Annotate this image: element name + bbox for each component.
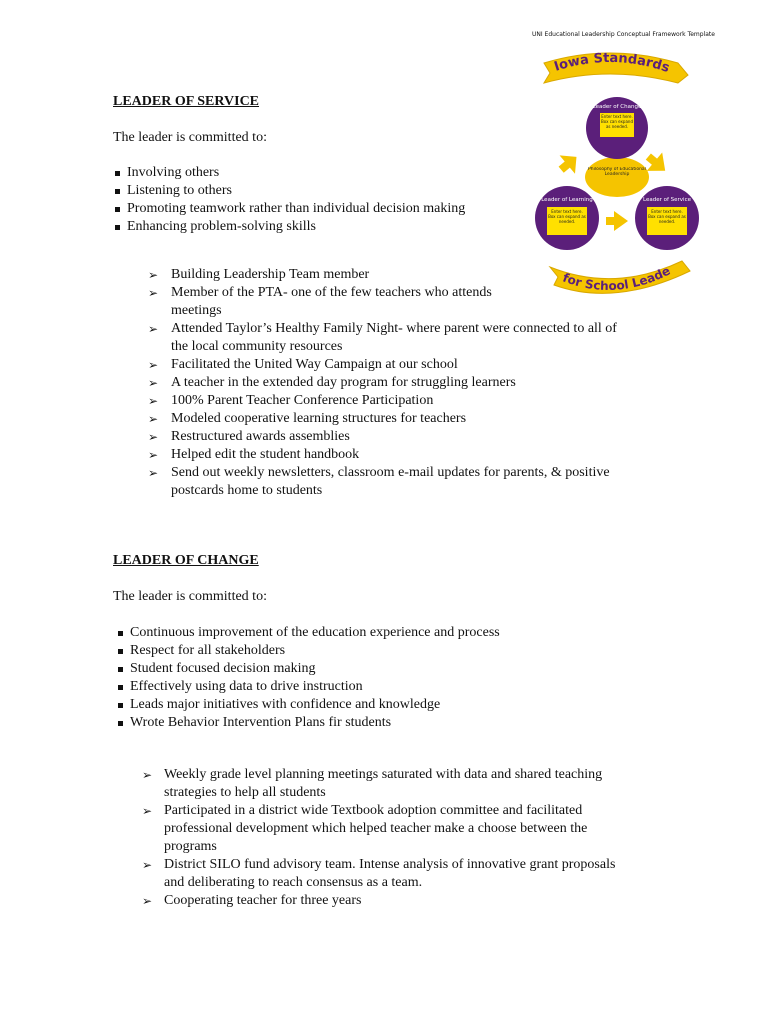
list-item-text: Leads major initiatives with confidence and knowledge — [130, 697, 441, 712]
list-item — [148, 266, 668, 284]
service-intro: The leader is committed to: — [113, 130, 267, 145]
list-item-text: Restructured awards assemblies — [171, 429, 350, 444]
list-item-text: Involving others — [127, 165, 220, 180]
arrow-bullet-icon: ➢ — [148, 322, 159, 336]
list-item-text: Wrote Behavior Intervention Plans fir students — [130, 715, 392, 730]
list-item-text: Continuous improvement of the education experience and process — [130, 625, 500, 640]
arrow-bullet-icon: ➢ — [148, 466, 159, 480]
list-item-text: Promoting teamwork rather than individual decision making — [127, 201, 466, 216]
list-item-text: Effectively using data to drive instruction — [130, 679, 363, 694]
list-item — [148, 356, 668, 374]
arrow-bullet-icon: ➢ — [148, 358, 159, 372]
service-commitments-list — [113, 164, 533, 236]
list-item-text: Respect for all stakeholders — [130, 643, 286, 658]
list-item — [148, 410, 668, 428]
arrow-bullet-icon: ➢ — [148, 448, 159, 462]
list-item — [116, 642, 556, 660]
arrow-bullet-icon: ➢ — [142, 768, 153, 782]
list-item — [142, 892, 662, 910]
list-item — [148, 428, 668, 446]
list-item-text: strategies to help all students — [164, 785, 326, 800]
list-item-text: Building Leadership Team member — [171, 267, 370, 282]
bullet-square — [118, 685, 123, 690]
circle-title-change: Leader of Change — [592, 104, 642, 110]
bullet-square — [118, 649, 123, 654]
list-item-text: District SILO fund advisory team. Intense analysis of innovative grant proposals — [164, 857, 616, 872]
arrow-bullet-icon: ➢ — [148, 286, 159, 300]
circle-title-learning: Leader of Learning — [541, 197, 593, 203]
list-item — [116, 660, 556, 678]
change-commitments-list — [116, 624, 556, 732]
list-item-text: postcards home to students — [171, 483, 323, 498]
list-item-text: Participated in a district wide Textbook adoption committee and facilitated — [164, 803, 583, 818]
arrow-bullet-icon: ➢ — [148, 430, 159, 444]
list-item-text: the local community resources — [171, 339, 343, 354]
bullet-square — [115, 225, 120, 230]
list-item — [148, 392, 668, 410]
bullet-square — [115, 207, 120, 212]
arrow-bullet-icon: ➢ — [148, 412, 159, 426]
change-evidence-list — [142, 766, 662, 910]
bullet-square — [118, 667, 123, 672]
list-item — [116, 678, 556, 696]
arrow-bullet-icon: ➢ — [142, 894, 153, 908]
list-item-text: Student focused decision making — [130, 661, 316, 676]
list-item — [148, 446, 668, 464]
list-item-text: programs — [164, 839, 217, 854]
list-item-text: Helped edit the student handbook — [171, 447, 360, 462]
list-item — [113, 164, 533, 182]
center-label: Philosophy of Educational Leadership — [588, 167, 646, 177]
arrow-bullet-icon: ➢ — [142, 858, 153, 872]
box-text-learning: Enter text here. Box can expand as needed. — [548, 209, 586, 224]
list-item-text: Weekly grade level planning meetings saturated with data and shared teaching — [164, 767, 603, 782]
list-item — [116, 624, 556, 642]
list-item — [113, 200, 533, 218]
list-item — [113, 182, 533, 200]
list-item-text: Modeled cooperative learning structures for teachers — [171, 411, 467, 426]
bullet-square — [118, 631, 123, 636]
list-item-text: Attended Taylor’s Healthy Family Night- where parent were connected to all of — [171, 321, 617, 336]
list-item — [148, 320, 668, 356]
service-heading: LEADER OF SERVICE — [113, 94, 260, 109]
list-item-text: and deliberating to reach consensus as a team. — [164, 875, 423, 890]
bullet-square — [118, 721, 123, 726]
arrow-bullet-icon: ➢ — [142, 804, 153, 818]
list-item-text: Listening to others — [127, 183, 232, 198]
banner-bottom-text: for School Leade — [560, 263, 673, 294]
banner-top — [544, 51, 688, 83]
list-item — [142, 766, 662, 802]
circle-leader-of-learning — [535, 186, 599, 250]
box-text-change: Enter text here. Box can expand as needed. — [601, 114, 633, 129]
arrow-bullet-icon: ➢ — [148, 376, 159, 390]
list-item-text: Facilitated the United Way Campaign at our school — [171, 357, 458, 372]
circle-leader-of-change — [586, 97, 648, 159]
list-item-text: Send out weekly newsletters, classroom e-mail updates for parents, & positive — [171, 465, 610, 480]
bullet-square — [118, 703, 123, 708]
list-item-text: A teacher in the extended day program for struggling learners — [171, 375, 516, 390]
service-evidence-list — [148, 266, 668, 500]
arrow-bullet-icon: ➢ — [148, 394, 159, 408]
list-item-text: Member of the PTA- one of the few teachers who attends — [171, 285, 492, 300]
list-item-text: Cooperating teacher for three years — [164, 893, 362, 908]
list-item — [148, 374, 668, 392]
list-item — [148, 464, 668, 500]
list-item-text: professional development which helped teacher make a choose between the — [164, 821, 588, 836]
change-heading: LEADER OF CHANGE — [113, 553, 259, 568]
banner-top-text: Iowa Standards — [552, 50, 672, 76]
header-note: UNI Educational Leadership Conceptual Framework Template — [532, 31, 715, 38]
list-item — [148, 284, 668, 320]
bullet-square — [115, 171, 120, 176]
arrow-bullet-icon: ➢ — [148, 268, 159, 282]
bullet-square — [115, 189, 120, 194]
list-item — [142, 802, 662, 856]
list-item-text: Enhancing problem-solving skills — [127, 219, 316, 234]
box-text-service: Enter text here. Box can expand as needed. — [648, 209, 686, 224]
list-item-text: meetings — [171, 303, 222, 318]
circle-leader-of-service — [635, 186, 699, 250]
list-item — [116, 696, 556, 714]
list-item — [142, 856, 662, 892]
list-item — [116, 714, 556, 732]
list-item — [113, 218, 533, 236]
change-intro: The leader is committed to: — [113, 589, 267, 604]
circle-title-service: Leader of Service — [643, 197, 691, 203]
list-item-text: 100% Parent Teacher Conference Participation — [171, 393, 434, 408]
center-circle — [585, 157, 649, 197]
